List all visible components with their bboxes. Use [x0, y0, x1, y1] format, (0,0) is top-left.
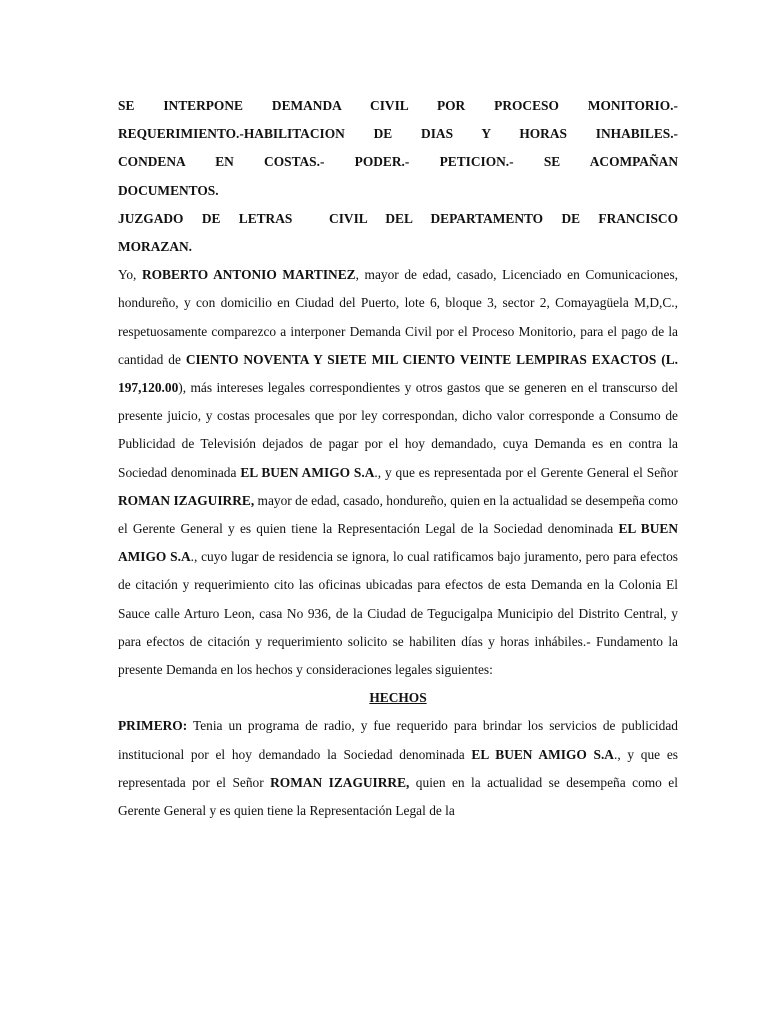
header-line: SE INTERPONE DEMANDA CIVIL POR PROCESO MONITORIO.- — [118, 98, 678, 113]
plaintiff-name: ROBERTO ANTONIO MARTINEZ — [141, 267, 356, 283]
document-header — [118, 92, 678, 205]
document-page — [118, 92, 678, 825]
intro-paragraph — [118, 261, 678, 684]
company-name: EL BUEN AMIGO S.A — [471, 746, 614, 762]
text-span: ., cuyo lugar de residencia se ignora, lo cual ratificamos bajo juramento, pero para efectos de citación y requerimiento cito las oficinas ubicadas para efectos de esta Demanda en la Colonia El Sauce calle Arturo Leon, casa No 936, de la Ciudad de Tegucigalpa Municipio del Distrito Central, y para efectos de citación y requerimiento solicito se habiliten días y horas inhábiles.- Fundamento la presente Demanda en los hechos y consideraciones legales siguientes: — [118, 549, 679, 678]
text-span: ), más intereses legales correspondientes y otros gastos que se generen en el transcurso del presente juicio, y costas procesales que por ley correspondan, dicho valor corresponde a Consumo de Publicidad de Televisión dejados de pagar por el hoy demandado, cuya Demanda es en contra la Sociedad denominada — [118, 380, 678, 480]
primero-paragraph — [118, 712, 678, 825]
section-title: HECHOS — [369, 690, 427, 706]
text-span: Yo, — [118, 267, 142, 283]
text-span: ., y que es representada por el Señor — [118, 746, 678, 790]
company-name: EL BUEN AMIGO S.A — [118, 521, 678, 565]
text-span: mayor de edad, casado, hondureño, quien en la actualidad se desempeña como el Gerente General y es quien tiene la Representación Legal de la Sociedad denominada — [118, 492, 678, 537]
header-line: CONDENA EN COSTAS.- PODER.- PETICION.- SE ACOMPAÑAN — [118, 154, 678, 170]
fact-label: PRIMERO: — [118, 718, 188, 734]
text-span: Tenia un programa de radio, y fue requerido para brindar los servicios de publicidad institucional por el hoy demandado la Sociedad denominada — [118, 718, 678, 762]
company-name: EL BUEN AMIGO S.A — [240, 464, 375, 480]
manager-name: ROMAN IZAGUIRRE, — [270, 774, 410, 790]
text-span: , mayor de edad, casado, Licenciado en Comunicaciones, hondureño, y con domicilio en Ciudad del Puerto, lote 6, bloque 3, sector 2, Comayagüela M,D,C., respetuosamente comparezco a interponer Demanda Civil por el Proceso Monitorio, para el pago de la cantidad de — [118, 267, 679, 367]
court-line: MORAZAN. — [118, 239, 193, 255]
manager-name: ROMAN IZAGUIRRE, — [118, 492, 255, 508]
court-line: JUZGADO DE LETRAS CIVIL DEL DEPARTAMENTO DE FRANCISCO — [118, 210, 678, 226]
header-line: REQUERIMIENTO.-HABILITACION DE DIAS Y HORAS INHABILES.- — [118, 126, 678, 142]
claim-amount: CIENTO NOVENTA Y SIETE MIL CIENTO VEINTE LEMPIRAS EXACTOS (L. 197,120.00 — [118, 351, 678, 396]
text-span: quien en la actualidad se desempeña como el Gerente General y es quien tiene la Representación Legal de la — [118, 774, 678, 819]
header-line: DOCUMENTOS. — [118, 182, 219, 198]
court-designation — [118, 205, 678, 261]
text-span: ., y que es representada por el Gerente General el Señor — [374, 464, 678, 480]
